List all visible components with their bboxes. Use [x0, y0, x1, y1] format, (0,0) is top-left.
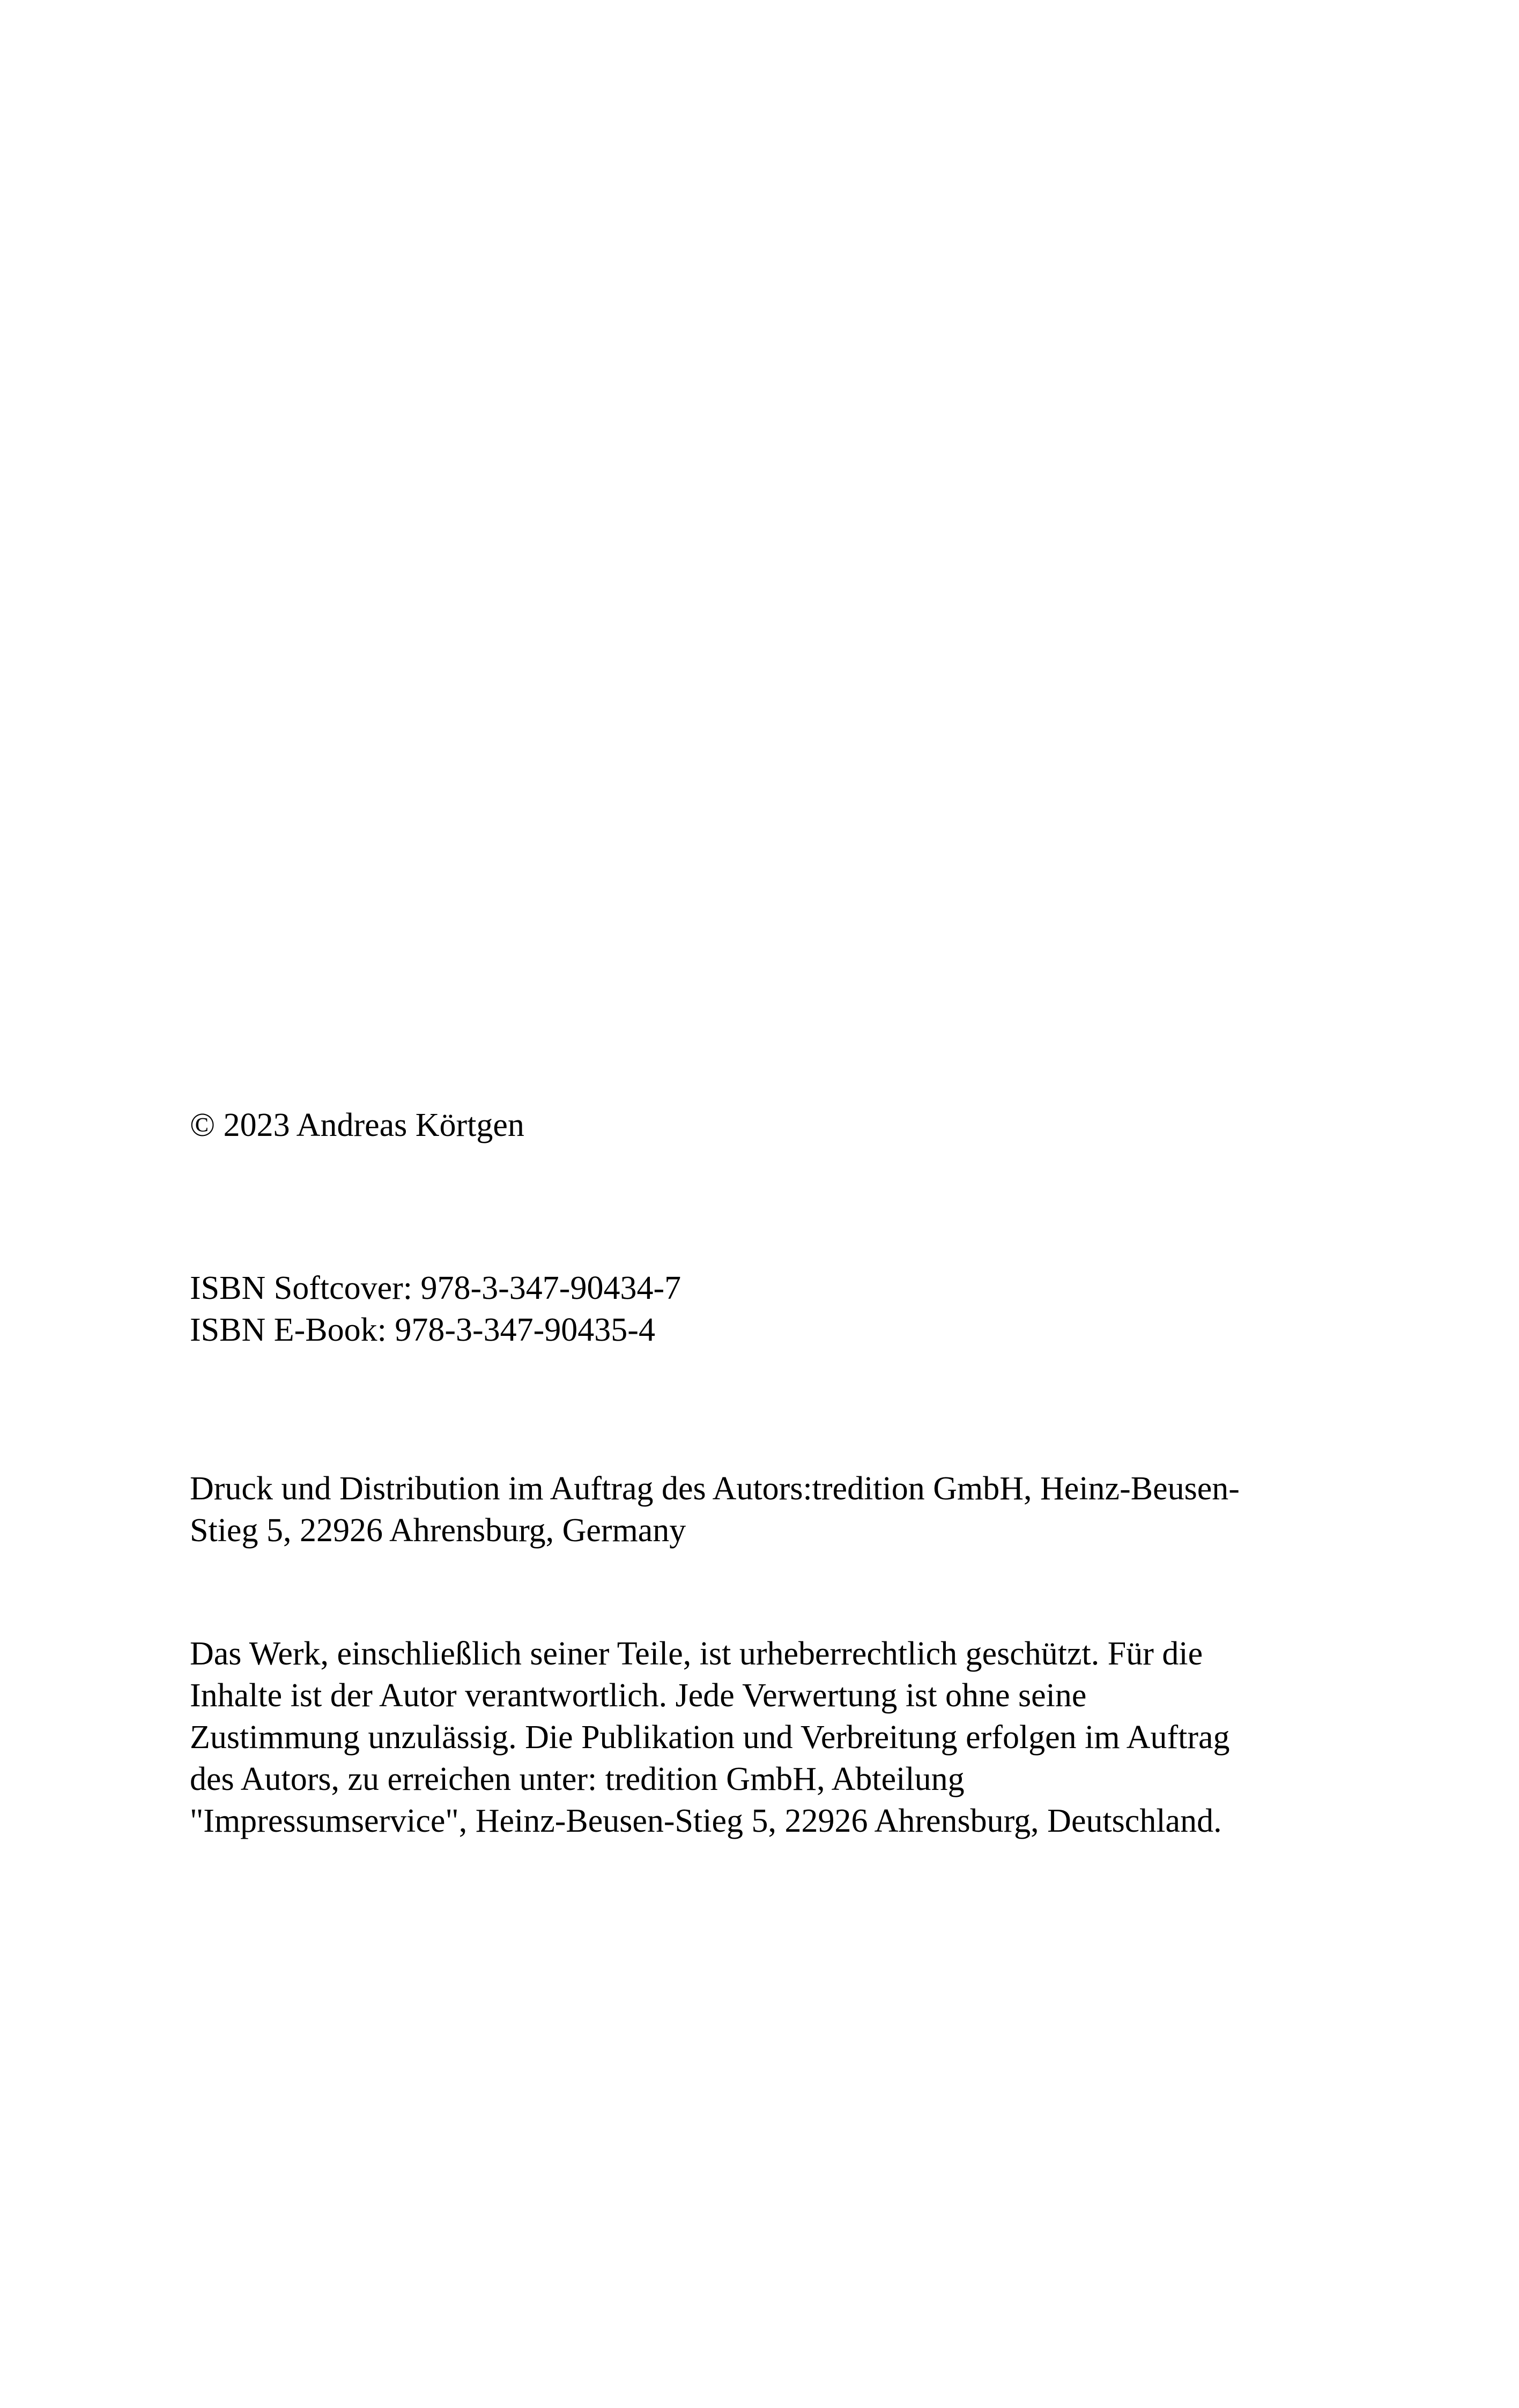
legal-notice-line: "Impressumservice", Heinz-Beusen-Stieg 5, 22926 Ahrensburg, Deutschland.	[190, 1803, 1222, 1839]
print-distribution-line: Stieg 5, 22926 Ahrensburg, Germany	[190, 1512, 686, 1549]
legal-notice	[190, 1633, 1359, 1842]
print-distribution-line: Druck und Distribution im Auftrag des Autors:tredition GmbH, Heinz-Beusen-	[190, 1470, 1240, 1507]
isbn-block	[190, 1267, 1359, 1351]
legal-notice-line: Inhalte ist der Autor verantwortlich. Jede Verwertung ist ohne seine	[190, 1677, 1087, 1714]
isbn-softcover: ISBN Softcover: 978-3-347-90434-7	[190, 1270, 681, 1306]
legal-notice-line: Zustimmung unzulässig. Die Publikation und Verbreitung erfolgen im Auftrag	[190, 1719, 1230, 1756]
legal-notice-line: des Autors, zu erreichen unter: tredition GmbH, Abteilung	[190, 1761, 965, 1797]
legal-notice-line: Das Werk, einschließlich seiner Teile, ist urheberrechtlich geschützt. Für die	[190, 1636, 1203, 1672]
copyright-notice	[190, 1104, 1359, 1146]
print-distribution-notice	[190, 1468, 1359, 1551]
isbn-ebook: ISBN E-Book: 978-3-347-90435-4	[190, 1312, 655, 1348]
copyright-line: © 2023 Andreas Körtgen	[190, 1107, 524, 1143]
